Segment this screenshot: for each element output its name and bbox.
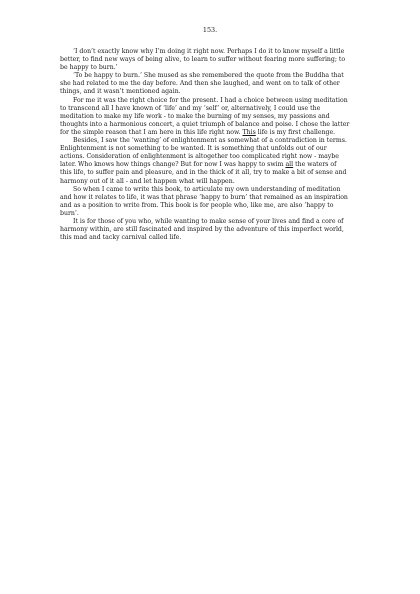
- text-run: For me it was the right choice for the present. I had a choice between using meditation to transcend all I have known of ‘life’ and my ‘self’ or, alternatively, I could use the meditation to make my life work - to make the burning of my senses, my passions and thoughts into a harmonious concert, a quiet triumph of balance and poise. I chose the latter for the simple reason that I am here in this life right now.: [60, 96, 350, 136]
- text-run: So when I came to write this book, to articulate my own understanding of meditation and how it relates to life, it was that phrase ‘happy to burn’ that remained as an inspiration and as a position to write from. This book is for people who, like me, are also ‘happy to burn’.: [60, 185, 348, 217]
- paragraph: [60, 137, 350, 186]
- text-run: ‘I don’t exactly know why I’m doing it right now. Perhaps I do it to know myself a little better, to find new ways of being alive, to learn to suffer without fearing more suffering; to be happy to burn.’: [60, 48, 346, 72]
- text-run: the waters of this life, to suffer pain and pleasure, and in the thick of it all, try to make a bit of sense and harmony out of it all - and let happen what will happen.: [60, 161, 347, 185]
- text-run: It is for those of you who, while wanting to make sense of your lives and find a core of harmony within, are still fascinated and inspired by the adventure of this imperfect world, this mad and tacky carnival called life.: [60, 217, 344, 242]
- text-run: Besides, I saw the ‘wanting’ of enlightenment as somewhat of a contradiction in terms. Enlightenment is not something to be wanted. It is something that unfolds out of our actions. Consideration of enlightenment is altogether too complicated right now - maybe later. Who knows how things change? But for now I was happy to swim: [60, 137, 347, 169]
- text-run: life is my first challenge.: [255, 128, 336, 136]
- body-text: [60, 48, 350, 242]
- underlined-word: This: [242, 128, 256, 136]
- paragraph: [60, 218, 350, 242]
- paragraph: [60, 48, 350, 72]
- paragraph: [60, 72, 350, 96]
- paragraph: [60, 97, 350, 137]
- paragraph: [60, 186, 350, 218]
- text-run: ‘To be happy to burn.’ She mused as she remembered the quote from the Buddha that she had related to me the day before. And then she laughed, and went on to talk of other things, and it wasn’t mentioned again.: [60, 72, 344, 96]
- underlined-word: all: [285, 161, 294, 169]
- page-number: 153.: [202, 26, 218, 34]
